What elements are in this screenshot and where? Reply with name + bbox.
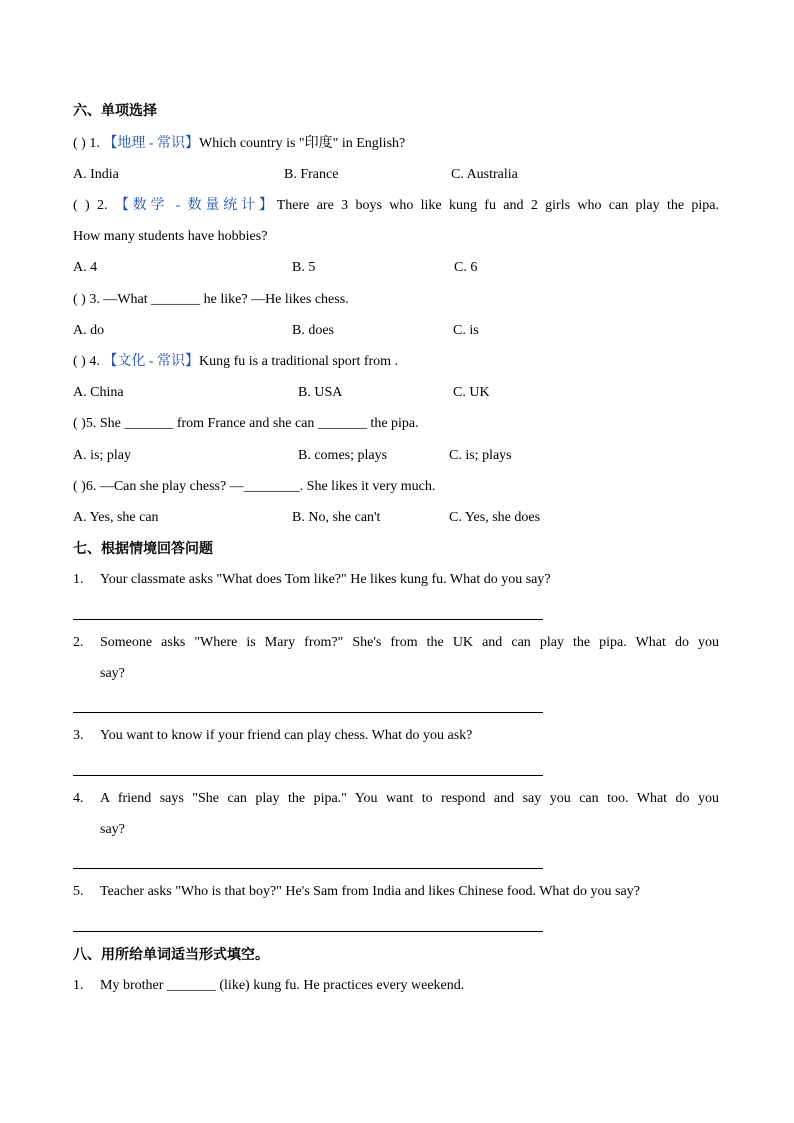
- question-number: 5.: [73, 884, 84, 899]
- question-6-4: [73, 353, 398, 371]
- question-6-6: [73, 478, 435, 496]
- section-title-8: 八、用所给单词适当形式填空。: [73, 947, 269, 963]
- question-number: 1.: [73, 572, 84, 587]
- option-b: B. does: [292, 323, 334, 338]
- question-number: 2.: [73, 635, 84, 650]
- section-title-7: 七、根据情境回答问题: [73, 541, 213, 557]
- question-text-continued: say?: [100, 822, 125, 837]
- option-c: C. is; plays: [449, 448, 512, 463]
- option-c: C. is: [453, 323, 479, 338]
- question-text: Teacher asks "Who is that boy?" He's Sam from India and likes Chinese food. What do you say?: [100, 884, 640, 899]
- question-text-continued: How many students have hobbies?: [73, 229, 268, 244]
- question-prefix: ( ) 2.: [73, 198, 108, 213]
- option-c: C. 6: [454, 260, 478, 275]
- question-text: Someone asks "Where is Mary from?" She's from the UK and can play the pipa. What do you: [100, 635, 719, 650]
- question-text-continued: say?: [100, 666, 125, 681]
- question-6-2: [73, 197, 719, 215]
- option-b: B. USA: [298, 385, 343, 400]
- answer-line: [73, 931, 543, 932]
- answer-line: [73, 868, 543, 869]
- question-6-5: [73, 415, 419, 433]
- question-6-1: [73, 135, 405, 153]
- question-text: —What _______ he like? —He likes chess.: [103, 292, 349, 307]
- question-number: 4.: [73, 791, 84, 806]
- question-text: There are 3 boys who like kung fu and 2 girls who can play the pipa.: [276, 198, 720, 213]
- question-number: 1.: [73, 978, 84, 993]
- answer-line: [73, 775, 543, 776]
- question-text: A friend says "She can play the pipa." You want to respond and say you can too. What do you: [100, 791, 719, 806]
- option-a: A. 4: [73, 260, 98, 275]
- option-c: C. Australia: [451, 167, 518, 182]
- question-text: Your classmate asks "What does Tom like?" He likes kung fu. What do you say?: [100, 572, 551, 587]
- question-6-3: [73, 291, 349, 309]
- option-c: C. Yes, she does: [449, 510, 541, 525]
- question-text: She _______ from France and she can _______ the pipa.: [99, 416, 419, 431]
- subject-tag: 【数学 - 数量统计】: [114, 198, 277, 213]
- subject-tag: 【地理 - 常识】: [103, 136, 199, 151]
- subject-tag: 【文化 - 常识】: [103, 354, 199, 369]
- option-a: A. China: [73, 385, 124, 400]
- question-text: Kung fu is a traditional sport from .: [199, 354, 399, 369]
- option-a: A. do: [73, 323, 105, 338]
- question-text: My brother _______ (like) kung fu. He practices every weekend.: [100, 978, 465, 993]
- option-a: A. India: [73, 167, 119, 182]
- option-b: B. 5: [292, 260, 316, 275]
- question-text: You want to know if your friend can play chess. What do you ask?: [100, 728, 473, 743]
- option-b: B. France: [284, 167, 339, 182]
- question-number: 3.: [73, 728, 84, 743]
- question-prefix: ( ) 3.: [73, 292, 100, 307]
- answer-line: [73, 619, 543, 620]
- question-prefix: ( )6.: [73, 479, 97, 494]
- section-title-6: 六、单项选择: [73, 103, 157, 119]
- option-b: B. No, she can't: [292, 510, 381, 525]
- option-a: A. is; play: [73, 448, 131, 463]
- question-text: —Can she play chess? —________. She likes it very much.: [99, 479, 436, 494]
- option-a: A. Yes, she can: [73, 510, 159, 525]
- question-prefix: ( )5.: [73, 416, 97, 431]
- option-c: C. UK: [453, 385, 490, 400]
- question-prefix: ( ) 4.: [73, 354, 100, 369]
- option-b: B. comes; plays: [298, 448, 388, 463]
- question-text: Which country is "印度" in English?: [199, 136, 406, 151]
- answer-line: [73, 712, 543, 713]
- question-prefix: ( ) 1.: [73, 136, 100, 151]
